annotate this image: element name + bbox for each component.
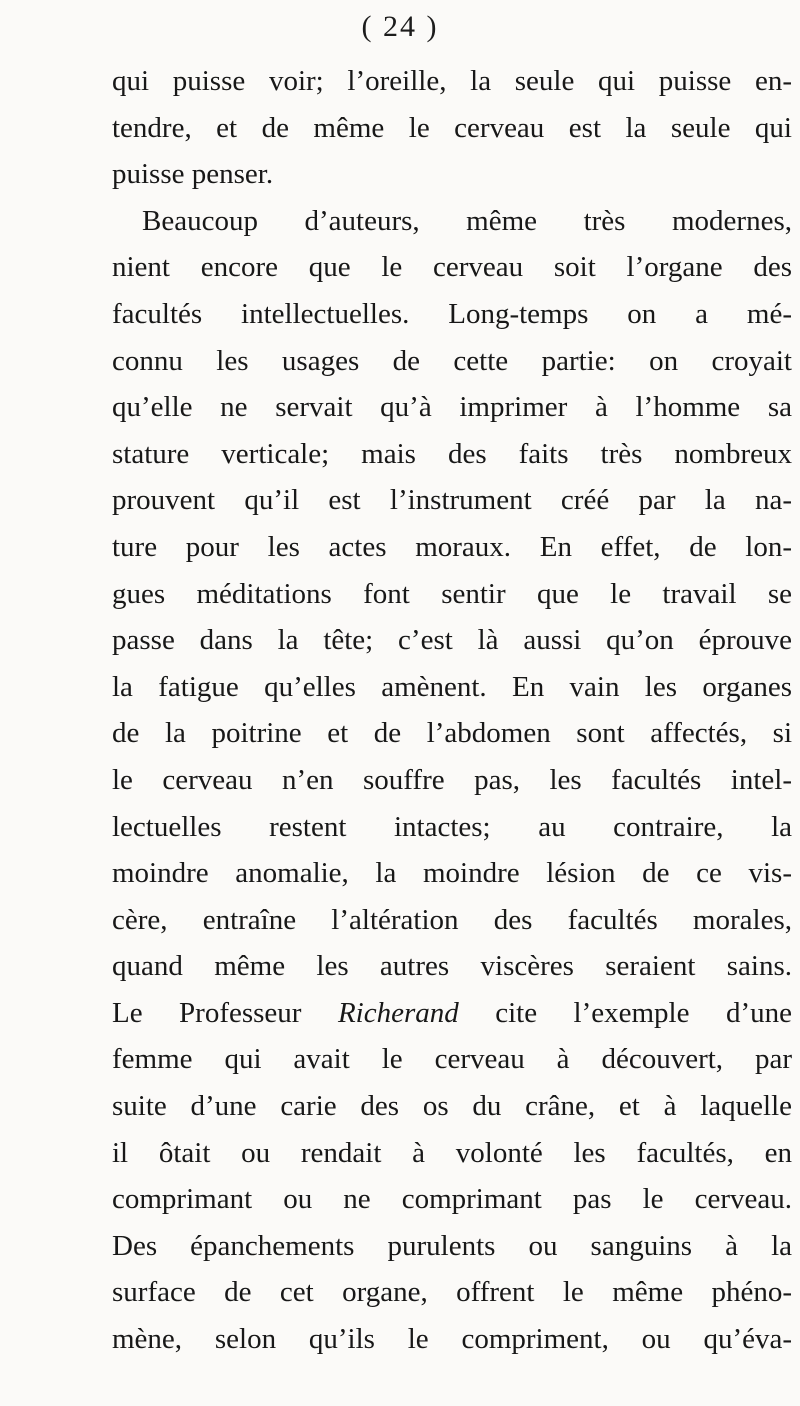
text-line: moindre anomalie, la moindre lésion de ce vis- [112, 857, 792, 890]
text-line: suite d’une carie des os du crâne, et à laquelle [112, 1090, 792, 1123]
text-line: de la poitrine et de l’abdomen sont affectés, si [112, 717, 792, 750]
text-segment: cite l’exemple d’une [458, 996, 792, 1029]
text-line: le cerveau n’en souffre pas, les facultés intel- [112, 763, 792, 796]
text-line: Beaucoup d’auteurs, même très modernes, [142, 204, 792, 237]
text-line: passe dans la tête; c’est là aussi qu’on éprouve [112, 624, 792, 657]
text-line: il ôtait ou rendait à volonté les facultés, en [112, 1136, 792, 1169]
text-segment: Le Professeur [112, 996, 338, 1029]
text-line: puisse penser. [112, 158, 274, 191]
text-line: connu les usages de cette partie: on croyait [112, 344, 792, 377]
text-line: Des épanchements purulents ou sanguins à la [112, 1229, 792, 1262]
text-line: la fatigue qu’elles amènent. En vain les organes [112, 670, 792, 703]
text-line: qui puisse voir; l’oreille, la seule qui puisse en- [112, 65, 792, 97]
text-line: facultés intellectuelles. Long-temps on a mé- [112, 297, 792, 330]
author-name: Richerand [337, 996, 459, 1029]
text-line: tendre, et de même le cerveau est la seule qui [112, 111, 792, 144]
text-line: qu’elle ne servait qu’à imprimer à l’homme sa [112, 391, 792, 424]
body-text [112, 58, 792, 1363]
text-line: surface de cet organe, offrent le même phéno- [112, 1276, 792, 1309]
text-line: cère, entraîne l’altération des facultés morales, [112, 903, 792, 936]
text-line: comprimant ou ne comprimant pas le cerveau. [112, 1183, 792, 1216]
text-line: quand même les autres viscères seraient sains. [112, 950, 792, 983]
text-line: gues méditations font sentir que le travail se [112, 577, 792, 610]
text-line: femme qui avait le cerveau à découvert, par [112, 1043, 792, 1076]
text-line: mène, selon qu’ils le compriment, ou qu’éva- [112, 1323, 792, 1356]
text-line: ture pour les actes moraux. En effet, de lon- [112, 530, 792, 563]
text-line: lectuelles restent intactes; au contraire, la [112, 810, 792, 843]
page-number: ( 24 ) [361, 10, 439, 43]
text-line-richerand [112, 990, 792, 1037]
text-line: prouvent qu’il est l’instrument créé par la na- [112, 484, 792, 517]
text-line: nient encore que le cerveau soit l’organe des [112, 251, 792, 284]
text-line: stature verticale; mais des faits très nombreux [112, 437, 792, 470]
